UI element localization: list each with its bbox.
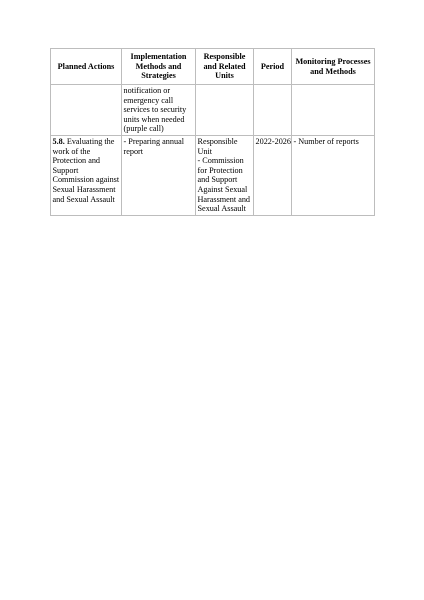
cell-implementation-5-8: - Preparing annual report bbox=[122, 135, 196, 215]
cell-responsible-5-8: Responsible Unit - Commission for Protection and Support Against Sexual Harassment and Sexual Assault bbox=[196, 135, 254, 215]
cell-period-empty bbox=[254, 85, 292, 136]
header-planned-actions: Planned Actions bbox=[51, 49, 122, 85]
cell-monitoring-empty bbox=[292, 85, 375, 136]
cell-implementation-continued: notification or emergency call services to security units when needed (purple call) bbox=[122, 85, 196, 136]
cell-planned-action-5-8: 5.8. Evaluating the work of the Protection and Support Commission against Sexual Harassment and Sexual Assault bbox=[51, 135, 122, 215]
cell-period-5-8: 2022-2026 bbox=[254, 135, 292, 215]
header-responsible-units: Responsible and Related Units bbox=[196, 49, 254, 85]
header-period: Period bbox=[254, 49, 292, 85]
table-row-5-8 bbox=[51, 135, 375, 215]
table-header-row bbox=[51, 49, 375, 85]
header-implementation-methods: Implementation Methods and Strategies bbox=[122, 49, 196, 85]
header-monitoring-processes: Monitoring Processes and Methods bbox=[292, 49, 375, 85]
cell-monitoring-5-8: - Number of reports bbox=[292, 135, 375, 215]
action-number: 5.8. bbox=[52, 136, 65, 146]
cell-responsible-empty bbox=[196, 85, 254, 136]
cell-planned-action-empty bbox=[51, 85, 122, 136]
action-plan-table bbox=[50, 48, 375, 216]
table-row-continued bbox=[51, 85, 375, 136]
